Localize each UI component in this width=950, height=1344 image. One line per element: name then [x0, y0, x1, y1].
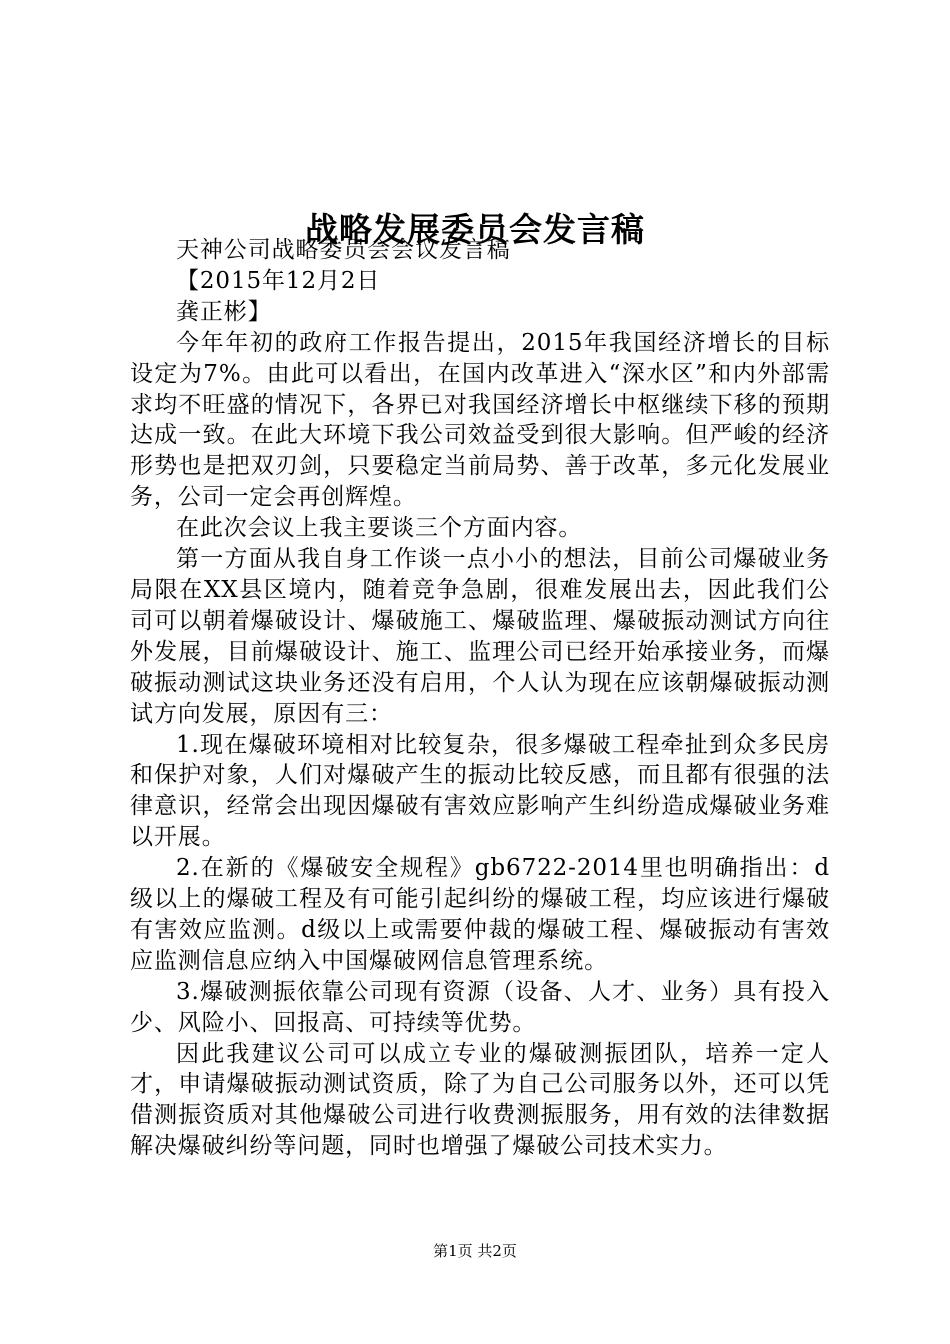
document-body: [130, 235, 830, 1162]
author-line: 龚正彬】: [176, 298, 272, 325]
page-title: 战略发展委员会发言稿: [305, 210, 645, 250]
paragraph-first-aspect: 第一方面从我自身工作谈一点小小的想法，目前公司爆破业务局限在XX县区境内，随着竞争急剧，很难发展出去，因此我们公司可以朝着爆破设计、爆破施工、爆破监理、爆破振动测试方向往外发展，目前爆破设计、施工、监理公司已经开始承接业务，而爆破振动测试这块业务还没有启用，个人认为现在应该朝爆破振动测试方向发展，原因有三：: [130, 546, 830, 727]
paragraph-intro: 今年年初的政府工作报告提出，2015年我国经济增长的目标设定为7%。由此可以看出，在国内改革进入“深水区”和内外部需求均不旺盛的情况下，各界已对我国经济增长中枢继续下移的预期达成一致。在此大环境下我公司效益受到很大影响。但严峻的经济形势也是把双刃剑，只要稳定当前局势、善于改革，多元化发展业务，公司一定会再创辉煌。: [130, 329, 830, 511]
page-footer: 第1页 共2页: [433, 1242, 517, 1260]
paragraph-topics: 在此次会议上我主要谈三个方面内容。: [176, 515, 583, 542]
date-line: 【2015年12月2日: [176, 267, 381, 294]
paragraph-reason-3: 3.爆破测振依靠公司现有资源（设备、人才、业务）具有投入少、风险小、回报高、可持续等优势。: [130, 978, 830, 1036]
paragraph-reason-1: 1.现在爆破环境相对比较复杂，很多爆破工程牵扯到众多民房和保护对象，人们对爆破产生的振动比较反感，而且都有很强的法律意识，经常会出现因爆破有害效应影响产生纠纷造成爆破业务难以开展。: [130, 731, 830, 851]
paragraph-reason-2: 2.在新的《爆破安全规程》gb6722-2014里也明确指出：d级以上的爆破工程及有可能引起纠纷的爆破工程，均应该进行爆破有害效应监测。d级以上或需要仲裁的爆破工程、爆破振动有害效应监测信息应纳入中国爆破网信息管理系统。: [130, 855, 830, 974]
subtitle-line: 天神公司战略委员会会议发言稿: [176, 237, 511, 263]
paragraph-recommendation: 因此我建议公司可以成立专业的爆破测振团队，培养一定人才，申请爆破振动测试资质，除了为自己公司服务以外，还可以凭借测振资质对其他爆破公司进行收费测振服务，用有效的法律数据解决爆破纠纷等问题，同时也增强了爆破公司技术实力。: [130, 1040, 830, 1160]
